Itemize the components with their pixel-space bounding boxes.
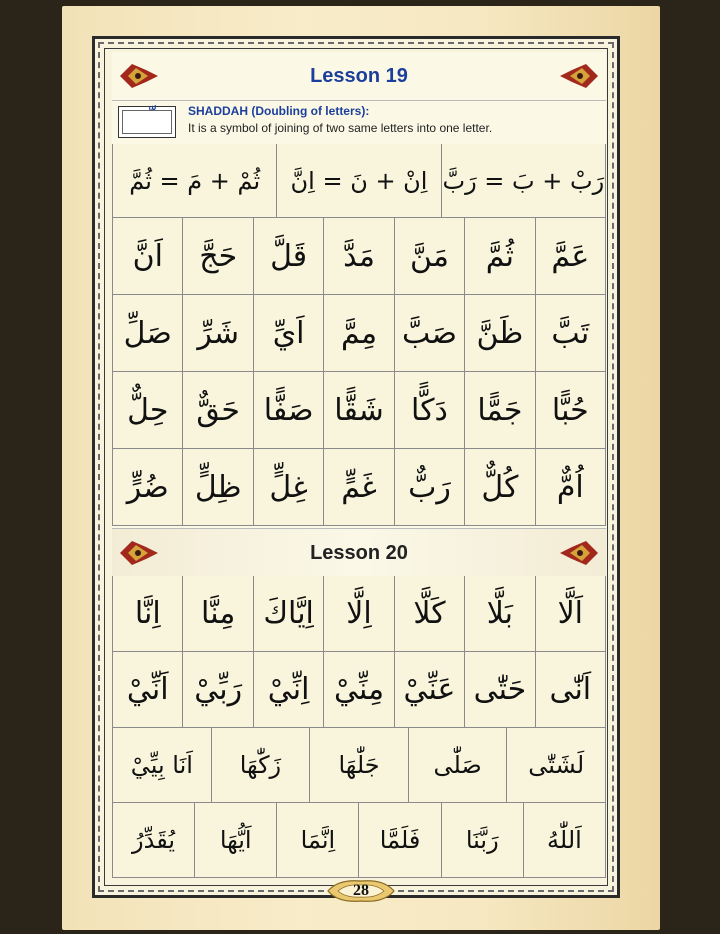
word-cell: زَكّٰهَا (211, 728, 310, 803)
examples-grid (112, 144, 606, 218)
word-cell: حِلٌّ (112, 372, 182, 449)
word-cell: ظِلٍّ (182, 449, 252, 526)
lesson-20-header (112, 528, 606, 578)
word-cell: تَبَّ (535, 295, 606, 372)
word-cell: اَيِّ (253, 295, 323, 372)
ornament-right-icon (558, 58, 600, 94)
shaddah-info (112, 100, 606, 145)
ornament-left-icon (118, 58, 160, 94)
word-cell: عَنِّيْ (394, 652, 464, 728)
word-cell: جَلّٰهَا (309, 728, 408, 803)
word-cell: صَلّٰى (408, 728, 507, 803)
word-cell: اِنَّمَا (276, 803, 358, 878)
word-cell: مَدَّ (323, 218, 393, 295)
word-cell: اِلَّا (323, 576, 393, 652)
word-cell: كَلَّا (394, 576, 464, 652)
word-cell: لَشَتّٰى (506, 728, 606, 803)
word-cell: رَبٌّ (394, 449, 464, 526)
word-cell: اَنِّيْ (112, 652, 182, 728)
lesson-20-row (112, 803, 606, 878)
word-cell: ثُمَّ (464, 218, 534, 295)
word-cell: اَنّٰى (535, 652, 606, 728)
word-cell: غِلٍّ (253, 449, 323, 526)
lesson-20-row (112, 576, 606, 652)
lesson-19-title: Lesson 19 (310, 64, 408, 87)
example-cell: اِنْ + نَ = اِنَّ (276, 144, 440, 218)
word-cell: رَبَّنَا (441, 803, 523, 878)
lesson-20-title: Lesson 20 (310, 541, 408, 564)
word-cell: يُقَدِّرُ (112, 803, 194, 878)
word-cell: دَكًّا (394, 372, 464, 449)
word-cell: ضُرٍّ (112, 449, 182, 526)
word-cell: اَلَّا (535, 576, 606, 652)
word-cell: شَرِّ (182, 295, 252, 372)
word-cell: صَبَّ (394, 295, 464, 372)
shaddah-heading: SHADDAH (Doubling of letters): (188, 104, 370, 118)
page-number-badge (326, 878, 396, 904)
word-cell: اِنَّا (112, 576, 182, 652)
word-cell: حَقٌّ (182, 372, 252, 449)
word-cell: اُمٌّ (535, 449, 606, 526)
lesson-19-row (112, 449, 606, 526)
shaddah-symbol-box (118, 106, 176, 138)
lesson-19-grid (112, 218, 606, 526)
word-cell: مَنَّ (394, 218, 464, 295)
word-cell: اِنِّيْ (253, 652, 323, 728)
word-cell: حَجَّ (182, 218, 252, 295)
lesson-19-row (112, 372, 606, 449)
lesson-19-row (112, 218, 606, 295)
word-cell: جَمًّا (464, 372, 534, 449)
word-cell: مِنِّيْ (323, 652, 393, 728)
examples-row (112, 144, 606, 218)
ornament-right-icon (558, 535, 600, 571)
word-cell: كُلٌّ (464, 449, 534, 526)
lesson-19-row (112, 295, 606, 372)
word-cell: شَقًّا (323, 372, 393, 449)
word-cell: حَتّٰى (464, 652, 534, 728)
word-cell: قَلَّ (253, 218, 323, 295)
word-cell: عَمَّ (535, 218, 606, 295)
word-cell: اَيُّهَا (194, 803, 276, 878)
example-cell: رَبْ + بَ = رَبَّ (441, 144, 606, 218)
shaddah-description: It is a symbol of joining of two same letters into one letter. (188, 121, 493, 135)
ornament-left-icon (118, 535, 160, 571)
example-cell: ثُمْ + مَ = ثُمَّ (112, 144, 276, 218)
word-cell: صَلِّ (112, 295, 182, 372)
word-cell: مِنَّا (182, 576, 252, 652)
lesson-20-grid (112, 576, 606, 878)
lesson-19-header (112, 52, 606, 101)
word-cell: اَللّٰهُ (523, 803, 606, 878)
word-cell: مِمَّ (323, 295, 393, 372)
word-cell: صَفًّا (253, 372, 323, 449)
page-number: 28 (353, 882, 369, 899)
lesson-20-row (112, 652, 606, 728)
word-cell: حُبًّا (535, 372, 606, 449)
word-cell: بَلَّا (464, 576, 534, 652)
word-cell: غَمٍّ (323, 449, 393, 526)
word-cell: ظَنَّ (464, 295, 534, 372)
word-cell: اَنَا بِيِّيْ (112, 728, 211, 803)
word-cell: اَنَّ (112, 218, 182, 295)
lesson-20-row (112, 728, 606, 803)
word-cell: فَلَمَّا (358, 803, 440, 878)
word-cell: اِيَّاكَ (253, 576, 323, 652)
word-cell: رَبِّيْ (182, 652, 252, 728)
